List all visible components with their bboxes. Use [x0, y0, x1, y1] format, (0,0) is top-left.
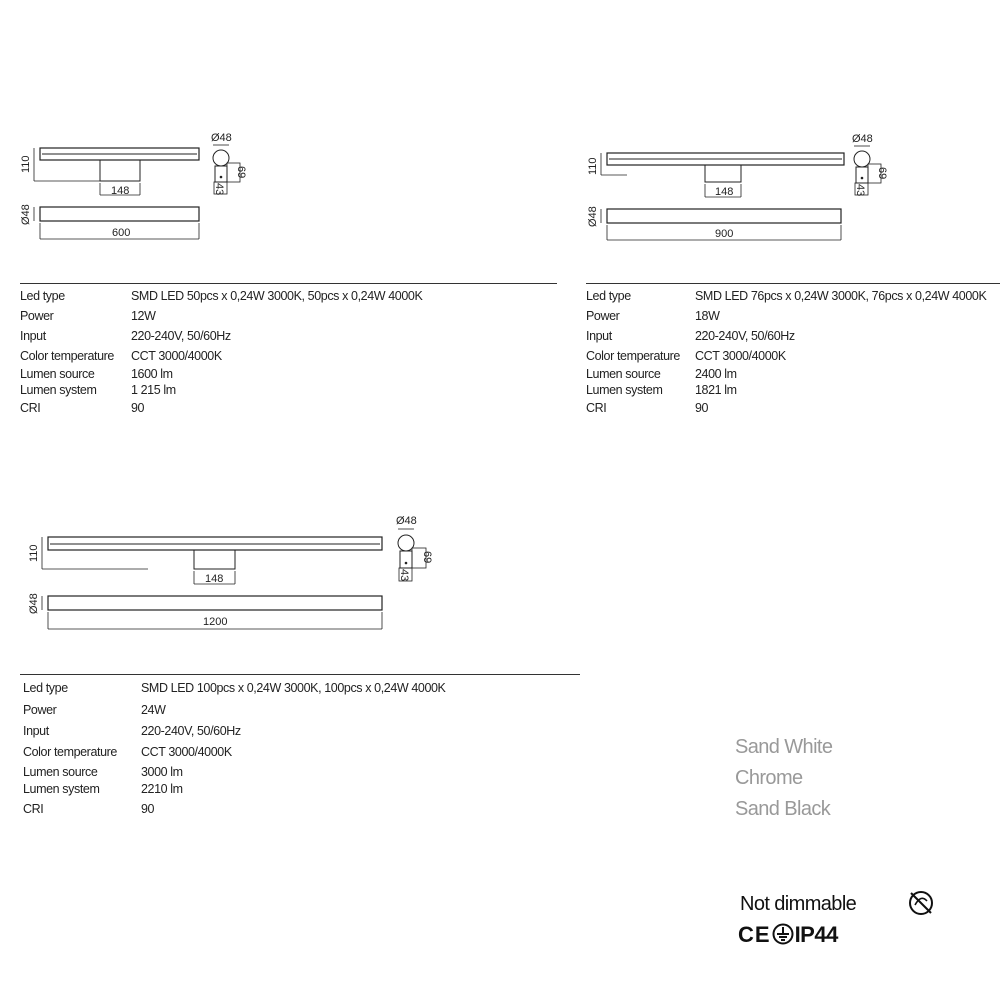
spec-value: 220-240V, 50/60Hz	[141, 724, 241, 738]
spec-label: Power	[586, 309, 620, 323]
dim-bracket: 148	[205, 573, 224, 585]
dim-bracket: 148	[111, 185, 130, 197]
spec-value: SMD LED 76pcs x 0,24W 3000K, 76pcs x 0,24W 4000K	[695, 289, 987, 303]
dim-height: 110	[28, 544, 40, 562]
spec-table-1200	[23, 681, 583, 816]
spec-label: CRI	[23, 802, 44, 816]
spec-label: Lumen source	[23, 765, 98, 779]
spec-label: CRI	[586, 401, 607, 415]
drawing-900	[575, 125, 895, 245]
drawing-1200	[0, 505, 440, 635]
spec-label: Input	[586, 329, 612, 343]
spec-value: 1 215 lm	[131, 383, 176, 397]
dim-depth: 69	[421, 551, 433, 564]
finish-sand-black: Sand Black	[735, 798, 831, 820]
spec-value: CCT 3000/4000K	[131, 349, 222, 363]
spec-value: 220-240V, 50/60Hz	[695, 329, 795, 343]
dim-base: 43	[854, 184, 866, 197]
spec-label: CRI	[20, 401, 41, 415]
ce-mark: CE	[738, 922, 771, 947]
drawing-600	[0, 125, 260, 245]
spec-table-600	[20, 289, 560, 419]
dim-length: 600	[112, 227, 131, 239]
lamp-bar-side	[40, 207, 199, 221]
wall-bracket	[100, 160, 140, 181]
dim-diameter-side: Ø48	[587, 206, 599, 227]
finish-list	[735, 733, 832, 826]
spec-value: CCT 3000/4000K	[695, 349, 786, 363]
spec-value: 3000 lm	[141, 765, 183, 779]
spec-label: Power	[23, 703, 57, 717]
spec-value: CCT 3000/4000K	[141, 745, 232, 759]
dim-height: 110	[20, 155, 32, 173]
spec-value: 90	[141, 802, 155, 816]
spec-value: SMD LED 50pcs x 0,24W 3000K, 50pcs x 0,24W 4000K	[131, 289, 423, 303]
dim-diameter-side: Ø48	[20, 204, 32, 225]
finish-sand-white: Sand White	[735, 736, 833, 758]
spec-value: 18W	[695, 309, 720, 323]
spec-label: Lumen system	[20, 383, 97, 397]
spec-value: 90	[695, 401, 709, 415]
divider-900	[586, 283, 1000, 284]
spec-label: Power	[20, 309, 54, 323]
spec-value: 12W	[131, 309, 156, 323]
wall-bracket	[194, 550, 235, 569]
wall-bracket	[705, 165, 741, 182]
spec-value: 90	[131, 401, 145, 415]
spec-label: Input	[20, 329, 46, 343]
dim-depth: 69	[876, 167, 888, 180]
spec-table-900	[586, 289, 998, 419]
spec-value: 24W	[141, 703, 166, 717]
lamp-bar-side	[607, 209, 841, 223]
dim-diameter-top: Ø48	[211, 132, 232, 144]
spec-label: Lumen system	[586, 383, 663, 397]
dim-length: 900	[715, 228, 734, 240]
spec-label: Color temperature	[586, 349, 680, 363]
dim-base: 43	[213, 183, 225, 196]
spec-label: Led type	[23, 681, 68, 695]
divider-600	[20, 283, 557, 284]
not-dimmable-icon	[906, 888, 936, 918]
dim-diameter-top: Ø48	[852, 133, 873, 145]
dim-bracket: 148	[715, 186, 734, 198]
spec-label: Input	[23, 724, 49, 738]
dim-diameter-side: Ø48	[28, 593, 40, 614]
spec-label: Led type	[586, 289, 631, 303]
protective-earth-icon	[772, 923, 794, 945]
ip-rating: IP44	[794, 922, 838, 947]
spec-value: SMD LED 100pcs x 0,24W 3000K, 100pcs x 0,24W 4000K	[141, 681, 446, 695]
spec-value: 2400 lm	[695, 367, 737, 381]
lamp-bar-side	[48, 596, 382, 610]
dim-depth: 69	[235, 166, 247, 179]
dim-diameter-top: Ø48	[396, 515, 417, 527]
spec-value: 2210 lm	[141, 782, 183, 796]
dim-length: 1200	[203, 616, 228, 628]
spec-value: 1600 lm	[131, 367, 173, 381]
dim-height: 110	[587, 157, 599, 175]
dim-base: 43	[398, 569, 410, 582]
profile-circle	[854, 151, 870, 167]
dimming-label: Not dimmable	[740, 893, 857, 915]
spec-label: Lumen system	[23, 782, 100, 796]
spec-value: 1821 lm	[695, 383, 737, 397]
spec-label: Lumen source	[20, 367, 95, 381]
spec-label: Led type	[20, 289, 65, 303]
certification-marks	[738, 922, 838, 948]
spec-label: Color temperature	[20, 349, 114, 363]
spec-value: 220-240V, 50/60Hz	[131, 329, 231, 343]
finish-chrome: Chrome	[735, 767, 803, 789]
divider-1200	[20, 674, 580, 675]
spec-label: Color temperature	[23, 745, 117, 759]
spec-label: Lumen source	[586, 367, 661, 381]
